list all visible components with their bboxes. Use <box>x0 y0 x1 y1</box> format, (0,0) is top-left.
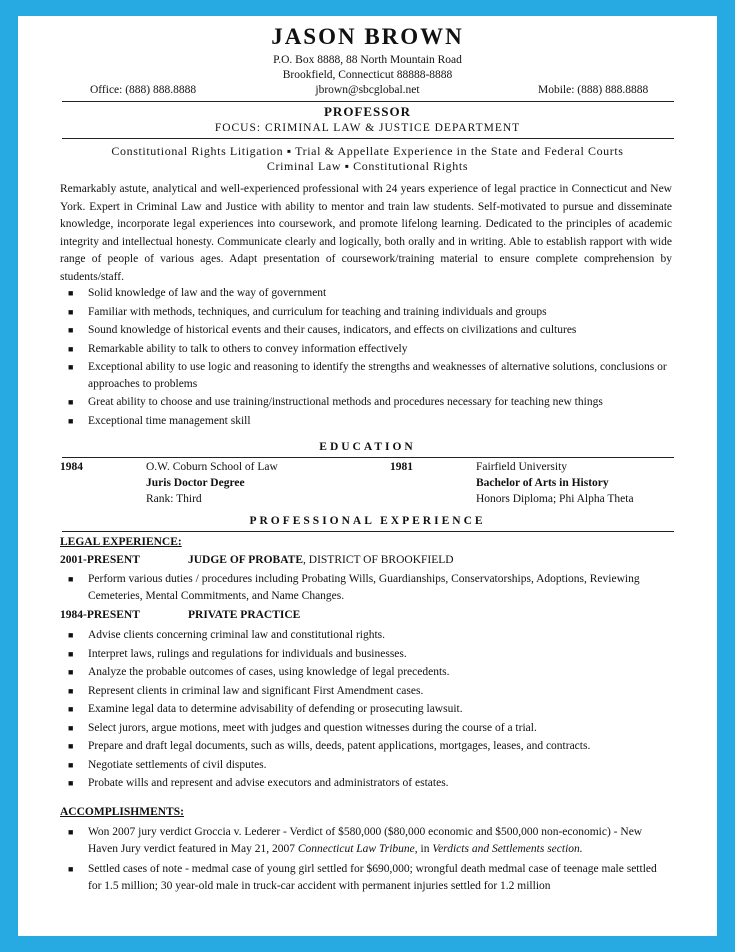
list-item: ■ Probate wills and represent and advise executors and administrators of estates. <box>68 777 449 789</box>
list-item: ■ Examine legal data to determine advisability of defending or prosecuting lawsuit. <box>68 703 463 715</box>
education-degree-2: Bachelor of Arts in History <box>476 477 609 489</box>
list-item: ■ Interpret laws, rulings and regulations for individuals and businesses. <box>68 647 407 660</box>
list-item: ■ Remarkable ability to talk to others to convey information effectively <box>68 342 408 355</box>
job2-duties-list <box>60 627 680 792</box>
accomplishments-heading: ACCOMPLISHMENTS: <box>60 806 184 818</box>
address-line-2: Brookfield, Connecticut 88888-8888 <box>282 69 453 81</box>
education-year-2: 1981 <box>390 461 413 473</box>
email-address: jbrown@sbcglobal.net <box>315 84 420 96</box>
job-title-1 <box>188 554 454 566</box>
list-item: ■ Analyze the probable outcomes of cases, using knowledge of legal precedents. <box>68 666 450 678</box>
accomplishments-list <box>60 824 672 894</box>
list-item: ■ Sound knowledge of historical events and their causes, indicators, and effects on civilizations and cultures <box>68 324 577 336</box>
experience-divider <box>62 531 674 532</box>
list-item: ■ Won 2007 jury verdict Groccia v. Lederer - Verdict of $580,000 ($80,000 economic and $500,000 non-economic) - New Haven Jury verdict featured in May 21, 2007 Connecticut Law Tribune, in Verdicts and Settlements section. <box>68 826 643 855</box>
education-year-1: 1984 <box>60 461 83 473</box>
job-dates-2: 1984-PRESENT <box>60 609 140 621</box>
education-heading: EDUCATION <box>319 441 416 453</box>
address-line-1: P.O. Box 8888, 88 North Mountain Road <box>273 54 462 66</box>
mobile-phone: Mobile: (888) 888.8888 <box>538 84 649 96</box>
list-item: ■ Settled cases of note - medmal case of young girl settled for $690,000; wrongful death medmal case of teenage male settled for 1.5 million; 30 year-old male in truck-car accident with permanent injuries settled for 1.2 million <box>68 863 657 892</box>
education-school-2: Fairfield University <box>476 461 568 473</box>
education-degree-1: Juris Doctor Degree <box>146 477 245 489</box>
education-note-2: Honors Diploma; Phi Alpha Theta <box>476 493 634 505</box>
education-divider <box>62 457 674 458</box>
job-location-1: , DISTRICT OF BROOKFIELD <box>303 554 454 566</box>
education-note-1: Rank: Third <box>146 493 202 505</box>
job-position-1: JUDGE OF PROBATE <box>188 554 304 566</box>
specialties-line-1: Constitutional Rights Litigation ▪ Trial & Appellate Experience in the State and Federal Courts <box>111 144 624 158</box>
list-item: ■ Solid knowledge of law and the way of government <box>68 287 327 299</box>
experience-heading: PROFESSIONAL EXPERIENCE <box>249 515 486 527</box>
title-divider <box>62 138 674 139</box>
list-item: ■ Represent clients in criminal law and significant First Amendment cases. <box>68 684 424 697</box>
list-item: ■ Exceptional ability to use logic and reasoning to identify the strengths and weaknesses of alternative solutions, conclusions or approaches to problems <box>68 361 667 390</box>
office-phone: Office: (888) 888.8888 <box>90 84 197 96</box>
legal-experience-heading: LEGAL EXPERIENCE: <box>60 536 182 548</box>
list-item: ■ Perform various duties / procedures including Probating Wills, Guardianships, Conservatorships, Adoptions, Reviewing Cemeteries, Mental Commitments, and Name Changes. <box>68 573 640 602</box>
header-divider <box>62 101 674 102</box>
list-item: ■ Exceptional time management skill <box>68 414 251 427</box>
list-item: ■ Familiar with methods, techniques, and curriculum for teaching and training individuals and groups <box>68 305 547 318</box>
job-dates-1: 2001-PRESENT <box>60 554 140 566</box>
resume-page <box>18 16 717 936</box>
list-item: ■ Advise clients concerning criminal law and constitutional rights. <box>68 629 386 641</box>
focus-line: FOCUS: CRIMINAL LAW & JUSTICE DEPARTMENT <box>214 122 521 134</box>
education-school-1: O.W. Coburn School of Law <box>146 461 278 473</box>
resume-name: JASON BROWN <box>271 24 464 49</box>
list-item: ■ Select jurors, argue motions, meet with judges and question witnesses during the course of a trial. <box>68 721 537 734</box>
list-item: ■ Negotiate settlements of civil disputes. <box>68 758 267 771</box>
job-title: PROFESSOR <box>323 104 411 119</box>
skills-list <box>60 285 680 429</box>
list-item: ■ Prepare and draft legal documents, such as wills, deeds, patent applications, mortgages, leases, and contracts. <box>68 740 591 752</box>
job-title-2: PRIVATE PRACTICE <box>188 609 301 621</box>
specialties-line-2: Criminal Law ▪ Constitutional Rights <box>266 159 469 173</box>
job1-duties-list <box>60 571 680 604</box>
list-item: ■ Great ability to choose and use training/instructional methods and procedures necessary for teaching new things <box>68 396 603 408</box>
summary-paragraph: Remarkably astute, analytical and well-experienced professional with 24 years experience of legal practice in Connecticut and New York. Expert in Criminal Law and Justice with ability to mentor and train law students. Self-motivated to pursue and disseminate knowledge, incorporate legal experiences into coursework, and promote lifelong learning. Dedicated to the principles of academic integrity and intellectual honesty. Communicate clearly and logically, both orally and in writing. Able to establish rapport with wide range of people of various ages. Adapt presentation of coursework/training material to ensure complete comprehension by students/staff. <box>60 183 672 283</box>
